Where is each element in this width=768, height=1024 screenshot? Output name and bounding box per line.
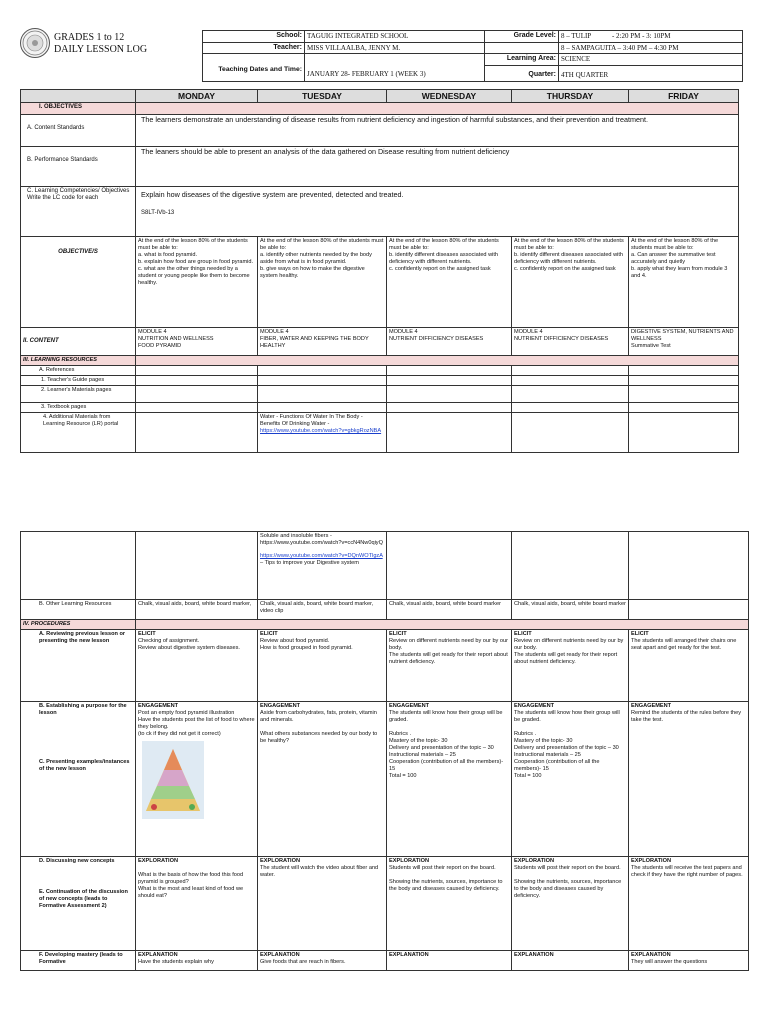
other-resources-label: B. Other Learning Resources — [21, 600, 136, 620]
engagement-tuesday-title: ENGAGEMENT — [260, 703, 301, 709]
explanation-wednesday — [387, 951, 512, 971]
resources-heading-fill — [136, 356, 739, 366]
exploration-tuesday-body: The student will watch the video about fiber and water. — [260, 865, 380, 878]
additional-materials-tuesday — [258, 413, 387, 453]
review-tuesday-title: ELICIT — [260, 631, 278, 637]
food-pyramid-icon — [142, 741, 204, 819]
review-lesson-label: A. Reviewing previous lesson or presenting the new lesson — [21, 630, 136, 702]
explanation-tuesday-body: Give foods that are reach in fibers. — [260, 959, 346, 965]
dates-value: JANUARY 28- FEBRUARY 1 (WEEK 3) — [305, 65, 485, 81]
review-friday-body: The students will arranged their chairs one seat apart and get ready for the test. — [631, 638, 738, 651]
water-video-link[interactable]: https://www.youtube.com/watch?v=gbkgRozNBA — [260, 428, 382, 434]
review-tuesday-body: Review about food pyramid. How is food grouped in food pyramid. — [260, 638, 353, 651]
seal-icon — [21, 29, 49, 57]
engagement-friday-body: Remind the students of the rules before they take the test. — [631, 710, 743, 723]
references-label: A. References — [21, 366, 136, 376]
content-standards-label: A. Content Standards — [21, 115, 136, 147]
discussing-labels — [21, 857, 136, 951]
exploration-thursday — [512, 857, 629, 951]
objectives-heading: I. OBJECTIVES — [21, 103, 136, 115]
objective-thursday: At the end of the lesson 80% of the students must be able to: b. identify different diseases associated with deficiency with different nutrients. c. confidently report on the assigned task — [512, 237, 629, 328]
engagement-wednesday — [387, 702, 512, 857]
teacher-label: Teacher: — [203, 42, 305, 54]
explanation-monday-body: Have the students explain why — [138, 959, 214, 965]
school-value: TAGUIG INTEGRATED SCHOOL — [305, 31, 485, 43]
engagement-monday-title: ENGAGEMENT — [138, 703, 179, 709]
purpose-presenting-labels — [21, 702, 136, 857]
review-friday — [629, 630, 749, 702]
review-thursday-body: Review on different nutrients need by our by our body. The students will get ready for their report about nutrient deficiency. — [514, 638, 624, 665]
objectives-heading-fill — [136, 103, 739, 115]
content-friday: DIGESTIVE SYSTEM, NUTRIENTS AND WELLNESS Summative Test — [629, 328, 739, 356]
food-pyramid-image — [142, 741, 204, 819]
performance-standards-text: The leaners should be able to present an analysis of the data gathered on Disease resulting from nutrient deficiency — [136, 147, 739, 187]
engagement-tuesday-body: Aside from carbohydrates, fats, protein, vitamin and minerals. What others substances needed by our body to be healthy? — [260, 710, 378, 744]
review-monday-body: Checking of assignment. Review about digestive system diseases. — [138, 638, 240, 651]
other-resources-friday — [629, 600, 749, 620]
objective-wednesday: At the end of the lesson 80% of the students must be able to: b. identify different diseases associated with deficiency with different nutrients. c. confidently report on the assigned task — [387, 237, 512, 328]
grade-value-2: 8 – SAMPAGUITA – 3:40 PM – 4:30 PM — [559, 42, 743, 54]
grade-label: Grade Level: — [485, 31, 559, 43]
exploration-monday-title: EXPLORATION — [138, 858, 178, 864]
lesson-table-page2 — [20, 531, 749, 971]
engagement-friday-title: ENGAGEMENT — [631, 703, 672, 709]
day-monday: MONDAY — [136, 90, 258, 103]
review-wednesday-body: Review on different nutrients need by our by our body. The students will get ready for their report about nutrient deficiency. — [389, 638, 508, 665]
digestive-tips-text: – Tips to improve your Digestive system — [260, 560, 359, 566]
engagement-monday-body: Post an empty food pyramid illustration Have the students post the list of food to where they belong. (to ck if they did not get it correct) — [138, 710, 255, 737]
exploration-thursday-title: EXPLORATION — [514, 858, 554, 864]
objective-friday: At the end of the lesson 80% of the students must be able to: a. Can answer the summative test accurately and quietly b. apply what they learn from module 3 and 4. — [629, 237, 739, 328]
review-monday — [136, 630, 258, 702]
review-friday-title: ELICIT — [631, 631, 649, 637]
area-spacer — [203, 54, 305, 66]
grade-value — [559, 31, 743, 43]
performance-standards-label: B. Performance Standards — [21, 147, 136, 187]
procedures-heading-fill — [136, 620, 749, 630]
lm-pages-label: 2. Learner's Materials pages — [21, 386, 136, 403]
review-monday-title: ELICIT — [138, 631, 156, 637]
log-title: DAILY LESSON LOG — [54, 44, 148, 55]
additional-materials-tuesday-cont — [258, 532, 387, 600]
engagement-thursday-title: ENGAGEMENT — [514, 703, 555, 709]
content-wednesday: MODULE 4 NUTRIENT DIFFICIENCY DISEASES — [387, 328, 512, 356]
exploration-friday-title: EXPLORATION — [631, 858, 671, 864]
competencies-text: Explain how diseases of the digestive system are prevented, detected and treated. — [141, 190, 404, 199]
content-label: II. CONTENT — [21, 328, 136, 356]
explanation-thursday — [512, 951, 629, 971]
other-resources-tuesday: Chalk, visual aids, board, white board marker, video clip — [258, 600, 387, 620]
explanation-tuesday — [258, 951, 387, 971]
competencies-cell — [136, 187, 739, 237]
objective-tuesday: At the end of the lesson 80% of the students must be able to: a. identify other nutrients needed by the body aside from what is in food pyramid. b. give ways on how to make the digestive system healthy. — [258, 237, 387, 328]
engagement-monday — [136, 702, 258, 857]
other-resources-wednesday: Chalk, visual aids, board, white board marker — [387, 600, 512, 620]
quarter-value: 4TH QUARTER — [559, 65, 743, 81]
engagement-thursday-body: The students will know how their group will be graded. Rubrics . Mastery of the topic- 30 Delivery and presentation of the topic – 30 Instructional materials – 25 Cooperation (contribution of all the members)- 15 Total = 100 — [514, 710, 620, 779]
engagement-wednesday-body: The students will know how their group will be graded. Rubrics . Mastery of the topic- 30 Delivery and presentation of the topic – 30 Instructional materials – 25 Cooperation (contribution of all the members)- 15 Total = 100 — [389, 710, 504, 779]
explanation-wednesday-title: EXPLANATION — [389, 952, 429, 958]
school-label: School: — [203, 31, 305, 43]
deped-seal — [20, 28, 50, 58]
procedures-heading: IV. PROCEDURES — [21, 620, 136, 630]
engagement-thursday — [512, 702, 629, 857]
exploration-monday-body: What is the basis of how the food this food pyramid is grouped? What is the most and least kind of food we should eat? — [138, 872, 244, 899]
explanation-thursday-title: EXPLANATION — [514, 952, 554, 958]
exploration-wednesday-body: Students will post their report on the board. Showing the nutrients, sources, importance to the body and diseases caused by deficiency. — [389, 865, 503, 892]
lesson-table-page1 — [20, 89, 739, 453]
review-wednesday — [387, 630, 512, 702]
content-monday: MODULE 4 NUTRITION AND WELLNESS FOOD PYRAMID — [136, 328, 258, 356]
content-standards-text: The learners demonstrate an understanding of disease results from nutrient deficiency and ingestion of harmful substances, and their prevention and treatment. — [136, 115, 739, 147]
exploration-wednesday — [387, 857, 512, 951]
other-resources-monday: Chalk, visual aids, board, white board marker, — [136, 600, 258, 620]
day-wednesday: WEDNESDAY — [387, 90, 512, 103]
day-thursday: THURSDAY — [512, 90, 629, 103]
competencies-code: S8LT-IVb-13 — [141, 209, 175, 216]
grade-label-2 — [485, 42, 559, 54]
review-thursday-title: ELICIT — [514, 631, 532, 637]
review-thursday — [512, 630, 629, 702]
explanation-friday-body: They will answer the questions — [631, 959, 708, 965]
content-thursday: MODULE 4 NUTRIENT DIFFICIENCY DISEASES — [512, 328, 629, 356]
teacher-value: MISS VILLAALBA, JENNY M. — [305, 42, 485, 54]
area-spacer-2 — [305, 54, 485, 66]
water-video-text: Water - Functions Of Water In The Body - Benefits Of Drinking Water - — [260, 414, 363, 427]
purpose-label: B. Establishing a purpose for the lesson — [39, 703, 127, 716]
content-tuesday: MODULE 4 FIBER, WATER AND KEEPING THE BODY HEALTHY — [258, 328, 387, 356]
grades-title: GRADES 1 to 12 — [54, 32, 125, 43]
engagement-friday — [629, 702, 749, 857]
exploration-thursday-body: Students will post their report on the board. Showing the nutrients, sources, importance to the body and diseases caused by deficiency. — [514, 865, 622, 899]
exploration-friday-body: The students will receive the test papers and check if they have the right number of pages. — [631, 865, 744, 878]
exploration-friday — [629, 857, 749, 951]
area-label: Learning Area: — [485, 54, 559, 66]
quarter-label: Quarter: — [485, 65, 559, 81]
tg-pages-label: 1. Teacher's Guide pages — [21, 376, 136, 386]
additional-materials-label: 4. Additional Materials from Learning Resource (LR) portal — [21, 413, 136, 453]
fiber-video-text: Soluble and insoluble fibers - https://www.youtube.com/watch?v=ccN4Nw0qiyQ — [260, 533, 383, 546]
area-value: SCIENCE — [559, 54, 743, 66]
engagement-tuesday — [258, 702, 387, 857]
other-resources-thursday: Chalk, visual aids, board, white board marker — [512, 600, 629, 620]
mastery-label: F. Developing mastery (leads to Formative — [21, 951, 136, 971]
explanation-tuesday-title: EXPLANATION — [260, 952, 300, 958]
continuation-label: E. Continuation of the discussion of new concepts (leads to Formative Assessment 2) — [39, 889, 128, 909]
dates-label: Teaching Dates and Time: — [203, 65, 305, 81]
engagement-wednesday-title: ENGAGEMENT — [389, 703, 430, 709]
explanation-friday — [629, 951, 749, 971]
day-friday: FRIDAY — [629, 90, 739, 103]
resources-heading: III. LEARNING RESOURCES — [21, 356, 136, 366]
exploration-tuesday-title: EXPLORATION — [260, 858, 300, 864]
explanation-friday-title: EXPLANATION — [631, 952, 671, 958]
discussing-label: D. Discussing new concepts — [39, 858, 115, 864]
textbook-pages-label: 3. Textbook pages — [21, 403, 136, 413]
exploration-wednesday-title: EXPLORATION — [389, 858, 429, 864]
corner-cell — [21, 90, 136, 103]
exploration-monday — [136, 857, 258, 951]
digestive-tips-link[interactable]: https://www.youtube.com/watch?v=DQnWOTlgzA — [260, 553, 383, 559]
exploration-tuesday — [258, 857, 387, 951]
explanation-monday — [136, 951, 258, 971]
grade-value-1: 8 – TULIP - 2:20 PM - 3: 10PM — [561, 32, 671, 40]
review-tuesday — [258, 630, 387, 702]
day-tuesday: TUESDAY — [258, 90, 387, 103]
presenting-label: C. Presenting examples/instances of the new lesson — [39, 759, 130, 772]
objectives-label: OBJECTIVE/S — [21, 237, 136, 328]
objective-monday: At the end of the lesson 80% of the students must be able to: a. what is food pyramid. b. explain how food are group in food pyramid. c. what are the other things needed by a student or young people like them to become healthy. — [136, 237, 258, 328]
competencies-label: C. Learning Competencies/ Objectives Write the LC code for each — [21, 187, 136, 237]
review-wednesday-title: ELICIT — [389, 631, 407, 637]
explanation-monday-title: EXPLANATION — [138, 952, 178, 958]
header-info-table — [202, 30, 743, 82]
